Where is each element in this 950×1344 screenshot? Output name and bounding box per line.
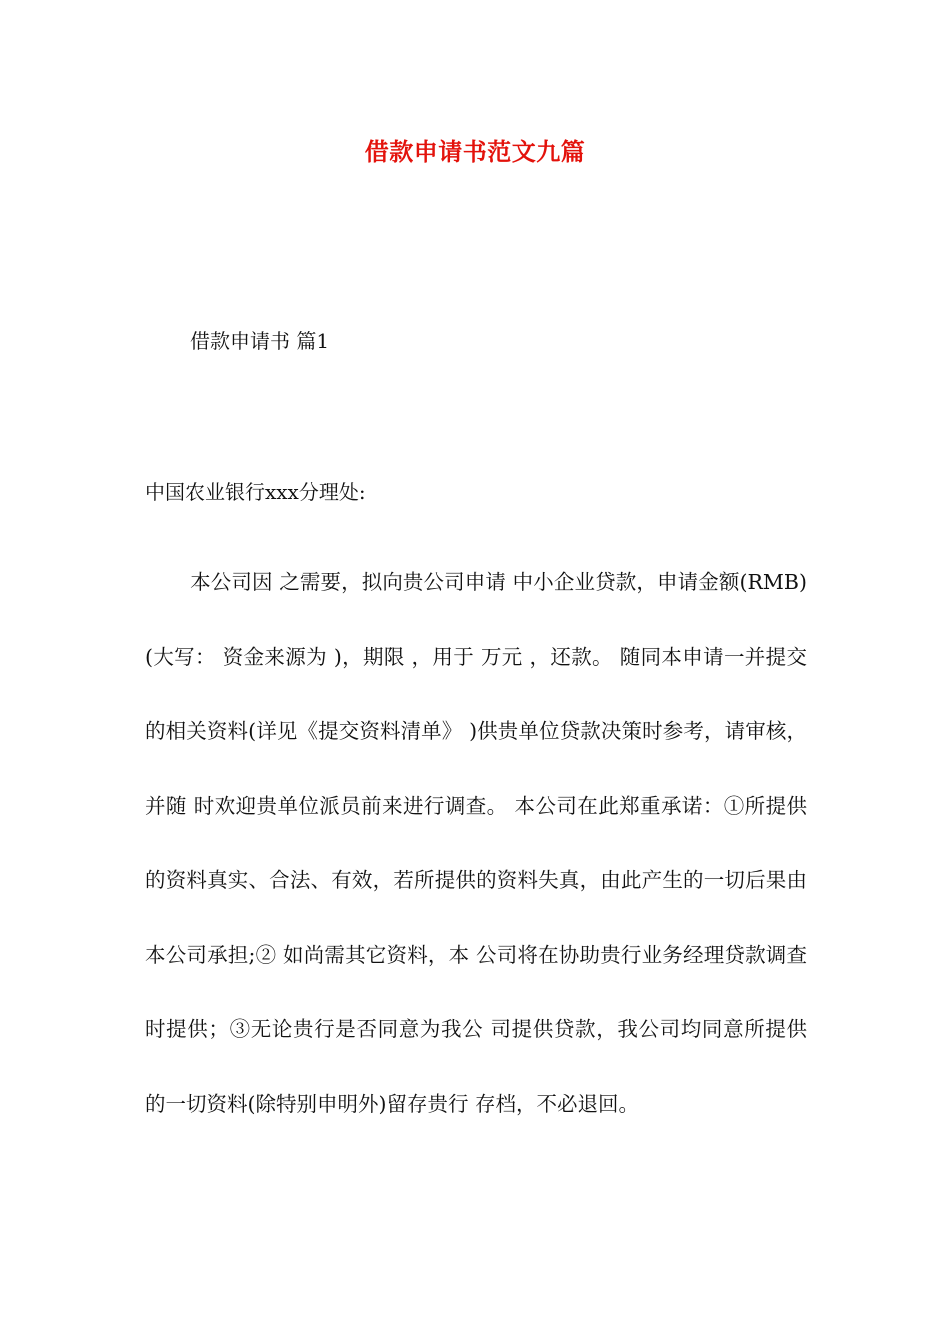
body-paragraph: 本公司因 之需要，拟向贵公司申请 中小企业贷款，申请金额(RMB)(大写： 资金来源为 )，期限 ，用于 万元 ，还款。 随同本申请一并提交的相关资料(详见《提交资料清单》 )供贵单位贷款决策时参考，请审核，并随 时欢迎贵单位派员前来进行调查。 本公司在此郑重承诺：①所提供的资料真实、合法、有效，若所提供的资料失真，由此产生的一切后果由本公司承担;② 如尚需其它资料，本 公司将在协助贵行业务经理贷款调查时提供；③无论贵行是否同意为我公 司提供贷款，我公司均同意所提供的一切资料(除特别申明外)留存贵行 存档，不必退回。 bbox=[145, 570, 807, 1116]
section-heading: 借款申请书 篇1 bbox=[190, 329, 330, 353]
salutation: 中国农业银行xxx分理处: bbox=[145, 480, 366, 504]
document-title: 借款申请书范文九篇 bbox=[364, 138, 586, 166]
